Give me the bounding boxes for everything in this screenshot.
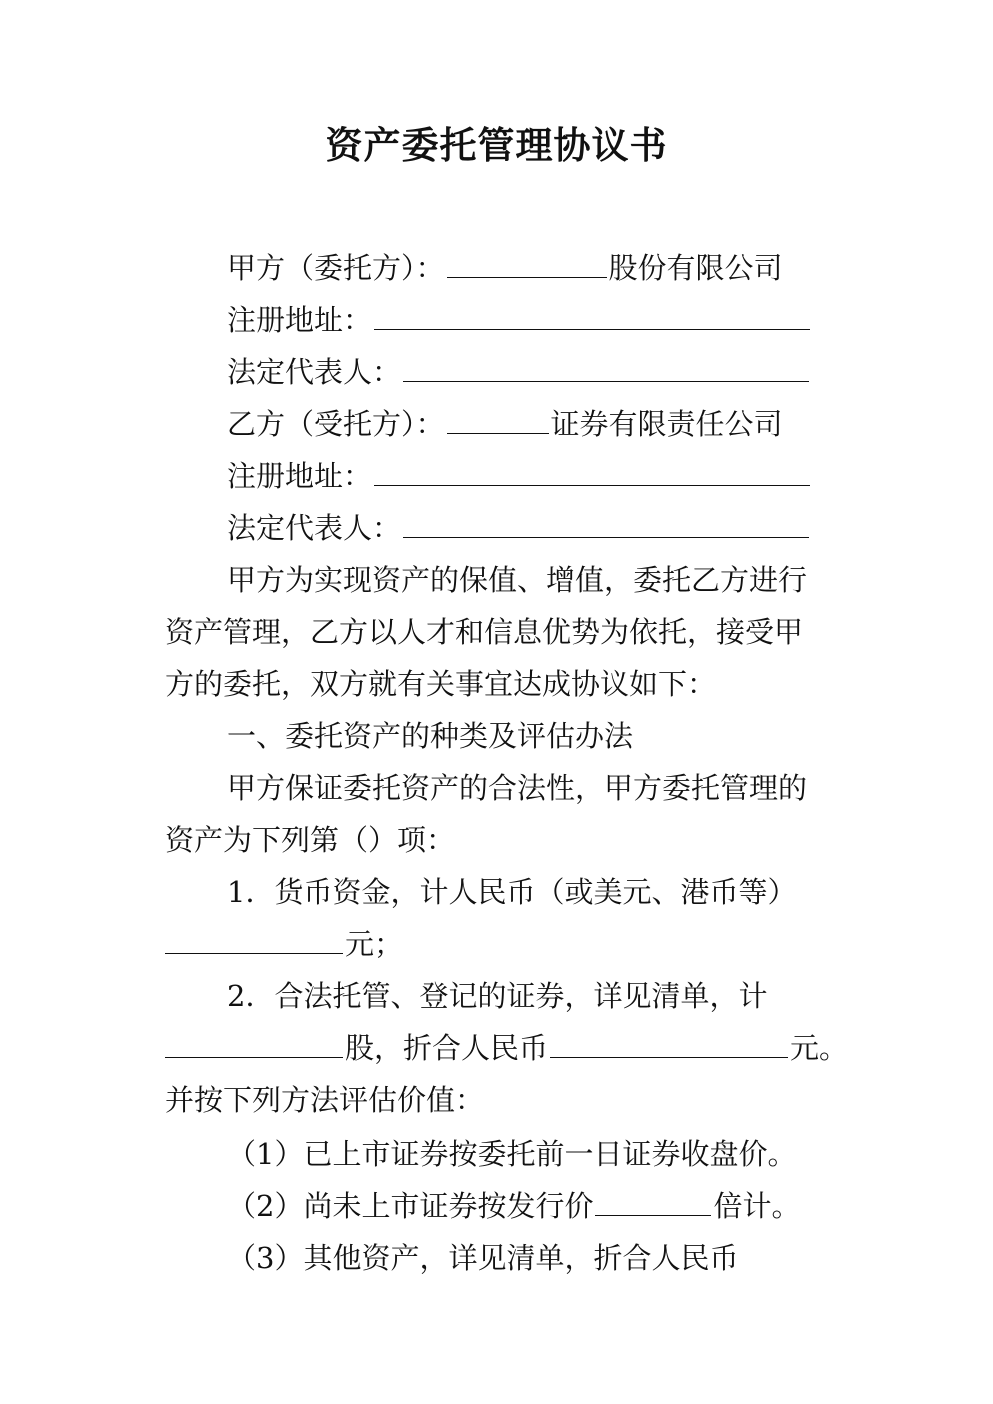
preamble-line-1: 甲方为实现资产的保值、增值，委托乙方进行 bbox=[227, 563, 808, 597]
section-1-para-line-2: 资产为下列第（）项： bbox=[165, 823, 456, 857]
party-a-name-suffix: 股份有限公司 bbox=[608, 251, 783, 285]
section-1-heading: 一、委托资产的种类及评估办法 bbox=[227, 719, 634, 753]
party-b-name-blank[interactable] bbox=[447, 403, 549, 434]
party-b-name-suffix: 证券有限责任公司 bbox=[550, 407, 783, 441]
party-a-address-blank[interactable] bbox=[374, 299, 810, 330]
party-a-legal-rep-blank[interactable] bbox=[403, 351, 809, 382]
party-b-legal-rep-label: 法定代表人： bbox=[227, 511, 402, 545]
party-a-line bbox=[227, 246, 783, 290]
party-a-legal-rep-label: 法定代表人： bbox=[227, 355, 402, 389]
item-2-line-1: 2．合法托管、登记的证券，详见清单，计 bbox=[227, 979, 768, 1013]
party-a-legal-rep-line bbox=[227, 350, 811, 394]
party-a-address-label: 注册地址： bbox=[227, 303, 373, 337]
party-b-line bbox=[227, 402, 783, 446]
preamble-line-2: 资产管理，乙方以人才和信息优势为依托，接受甲 bbox=[165, 615, 804, 649]
valuation-method-2-suffix: 倍计。 bbox=[713, 1189, 801, 1223]
item-1-line-1: 1．货币资金，计人民币（或美元、港币等） bbox=[227, 875, 797, 909]
item-2-amount-blank[interactable] bbox=[550, 1027, 788, 1058]
item-1-amount-blank[interactable] bbox=[165, 923, 343, 954]
party-b-address-label: 注册地址： bbox=[227, 459, 373, 493]
item-1-suffix: 元； bbox=[345, 927, 404, 961]
valuation-method-2-multiple-blank[interactable] bbox=[595, 1185, 711, 1216]
valuation-method-2-prefix: （2）尚未上市证券按发行价 bbox=[227, 1189, 594, 1223]
section-1-para-line-1: 甲方保证委托资产的合法性，甲方委托管理的 bbox=[227, 771, 808, 805]
valuation-intro: 并按下列方法评估价值： bbox=[165, 1083, 485, 1117]
item-2-mid: 股，折合人民币 bbox=[345, 1031, 549, 1065]
item-1-line-2 bbox=[165, 922, 403, 966]
item-2-shares-blank[interactable] bbox=[165, 1027, 343, 1058]
party-b-address-line bbox=[227, 454, 812, 498]
valuation-method-2 bbox=[227, 1184, 800, 1228]
preamble-line-3: 方的委托，双方就有关事宜达成协议如下： bbox=[165, 667, 717, 701]
party-b-legal-rep-blank[interactable] bbox=[403, 507, 809, 538]
valuation-method-3: （3）其他资产，详见清单，折合人民币 bbox=[227, 1241, 739, 1275]
item-2-suffix: 元。 bbox=[790, 1031, 849, 1065]
party-a-label: 甲方（委托方）： bbox=[227, 251, 445, 285]
party-b-address-blank[interactable] bbox=[374, 455, 810, 486]
party-a-name-blank[interactable] bbox=[447, 247, 607, 278]
valuation-method-1: （1）已上市证券按委托前一日证券收盘价。 bbox=[227, 1137, 797, 1171]
item-2-line-2 bbox=[165, 1026, 848, 1070]
party-a-address-line bbox=[227, 298, 812, 342]
document-title: 资产委托管理协议书 bbox=[325, 124, 668, 167]
party-b-legal-rep-line bbox=[227, 506, 811, 550]
party-b-label: 乙方（受托方）： bbox=[227, 407, 445, 441]
